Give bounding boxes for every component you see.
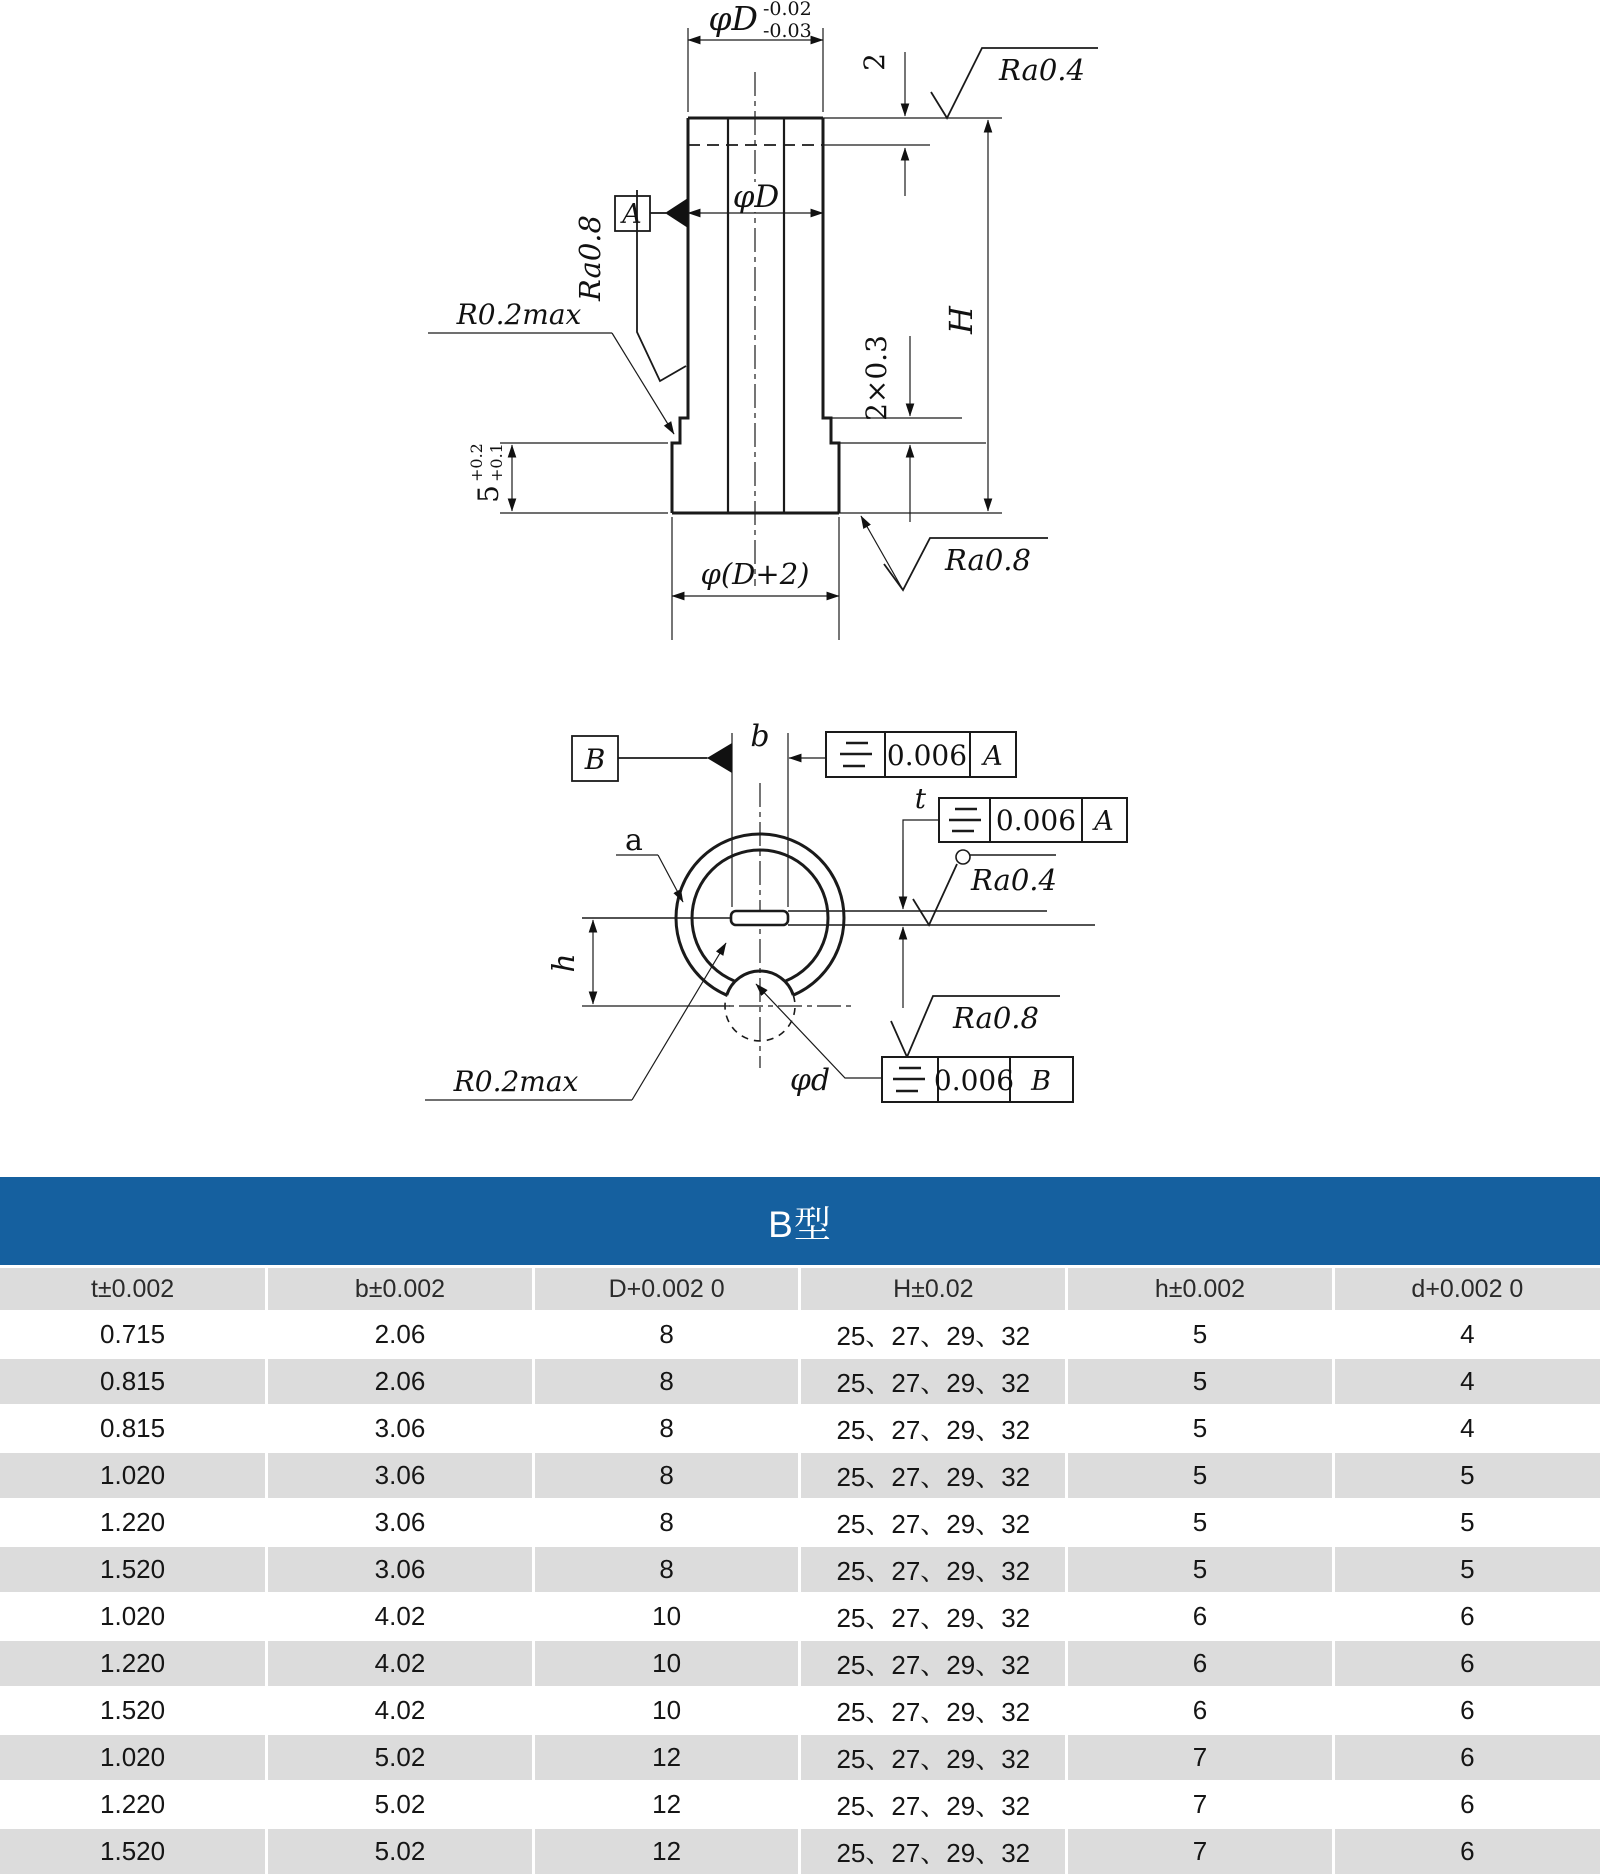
col-header-H: H±0.02 (800, 1268, 1067, 1311)
dim-groove: 2×0.3 (860, 335, 893, 421)
table-row: 1.520 3.06 8 25、27、29、32 5 5 (0, 1546, 1600, 1593)
table-row: 0.715 2.06 8 25、27、29、32 5 4 (0, 1311, 1600, 1358)
dim-hole-offset: h (547, 953, 582, 973)
datum-a-label: A (622, 199, 642, 230)
radius-note-section: R0.2max (453, 1065, 579, 1098)
col-header-D: D+0.002 0 (533, 1268, 800, 1311)
section-view (425, 732, 1127, 1102)
dim-hole-diameter: φd (789, 1063, 831, 1098)
fcf-d-tol: 0.006 (933, 1064, 1015, 1097)
table-row: 1.020 3.06 8 25、27、29、32 5 5 (0, 1452, 1600, 1499)
col-header-b: b±0.002 (267, 1268, 534, 1311)
spec-table (0, 1268, 1600, 1876)
surface-ra-side: Ra0.8 (573, 215, 607, 301)
dim-slot-width: b (750, 719, 770, 754)
fcf-t-datum: A (1094, 806, 1114, 837)
front-view-labels (456, 0, 1085, 591)
dim-top-tol-upper: -0.02 (763, 0, 812, 20)
dim-flange-diameter: φ(D+2) (700, 557, 810, 591)
table-title: B型 (0, 1177, 1600, 1265)
col-header-t: t±0.002 (0, 1268, 267, 1311)
spec-table-section (0, 1177, 1600, 1876)
table-header (0, 1268, 1600, 1311)
dim-bore-diameter: φD (732, 179, 780, 215)
table-row: 1.220 5.02 12 25、27、29、32 7 6 (0, 1781, 1600, 1828)
fcf-d-datum: B (1031, 1066, 1051, 1097)
dim-top-tol-lower: -0.03 (763, 20, 812, 42)
table-row: 1.020 5.02 12 25、27、29、32 7 6 (0, 1734, 1600, 1781)
table-row: 1.220 3.06 8 25、27、29、32 5 5 (0, 1499, 1600, 1546)
col-header-d: d+0.002 0 (1333, 1268, 1600, 1311)
table-row: 1.520 4.02 10 25、27、29、32 6 6 (0, 1687, 1600, 1734)
fcf-t-tol: 0.006 (995, 804, 1077, 837)
dim-height: H (942, 306, 980, 334)
corner-label-a: a (625, 823, 643, 858)
datum-b-label: B (584, 743, 606, 776)
surface-ra-slot: Ra0.4 (971, 863, 1057, 897)
table-row: 1.520 5.02 12 25、27、29、32 7 6 (0, 1828, 1600, 1875)
fcf-b-datum: A (983, 741, 1003, 772)
table-row: 0.815 3.06 8 25、27、29、32 5 4 (0, 1405, 1600, 1452)
svg-text:+0.2: +0.2 (467, 443, 486, 482)
table-row: 1.020 4.02 10 25、27、29、32 6 6 (0, 1593, 1600, 1640)
dim-flange-height (467, 443, 506, 503)
fcf-b-tol: 0.006 (886, 739, 968, 772)
surface-ra-hole: Ra0.8 (953, 1001, 1039, 1035)
radius-note-front: R0.2max (456, 298, 582, 331)
surface-ra-bottom: Ra0.8 (945, 543, 1031, 577)
col-header-h: h±0.002 (1067, 1268, 1334, 1311)
dim-slot-thickness: t (914, 782, 926, 815)
surface-ra-top: Ra0.4 (999, 53, 1085, 87)
dim-depth: 2 (858, 53, 891, 71)
table-row: 0.815 2.06 8 25、27、29、32 5 4 (0, 1358, 1600, 1405)
svg-text:+0.1: +0.1 (487, 443, 506, 482)
dim-top-diameter: φD (708, 0, 758, 38)
table-row: 1.220 4.02 10 25、27、29、32 6 6 (0, 1640, 1600, 1687)
svg-text:5: 5 (472, 485, 505, 503)
